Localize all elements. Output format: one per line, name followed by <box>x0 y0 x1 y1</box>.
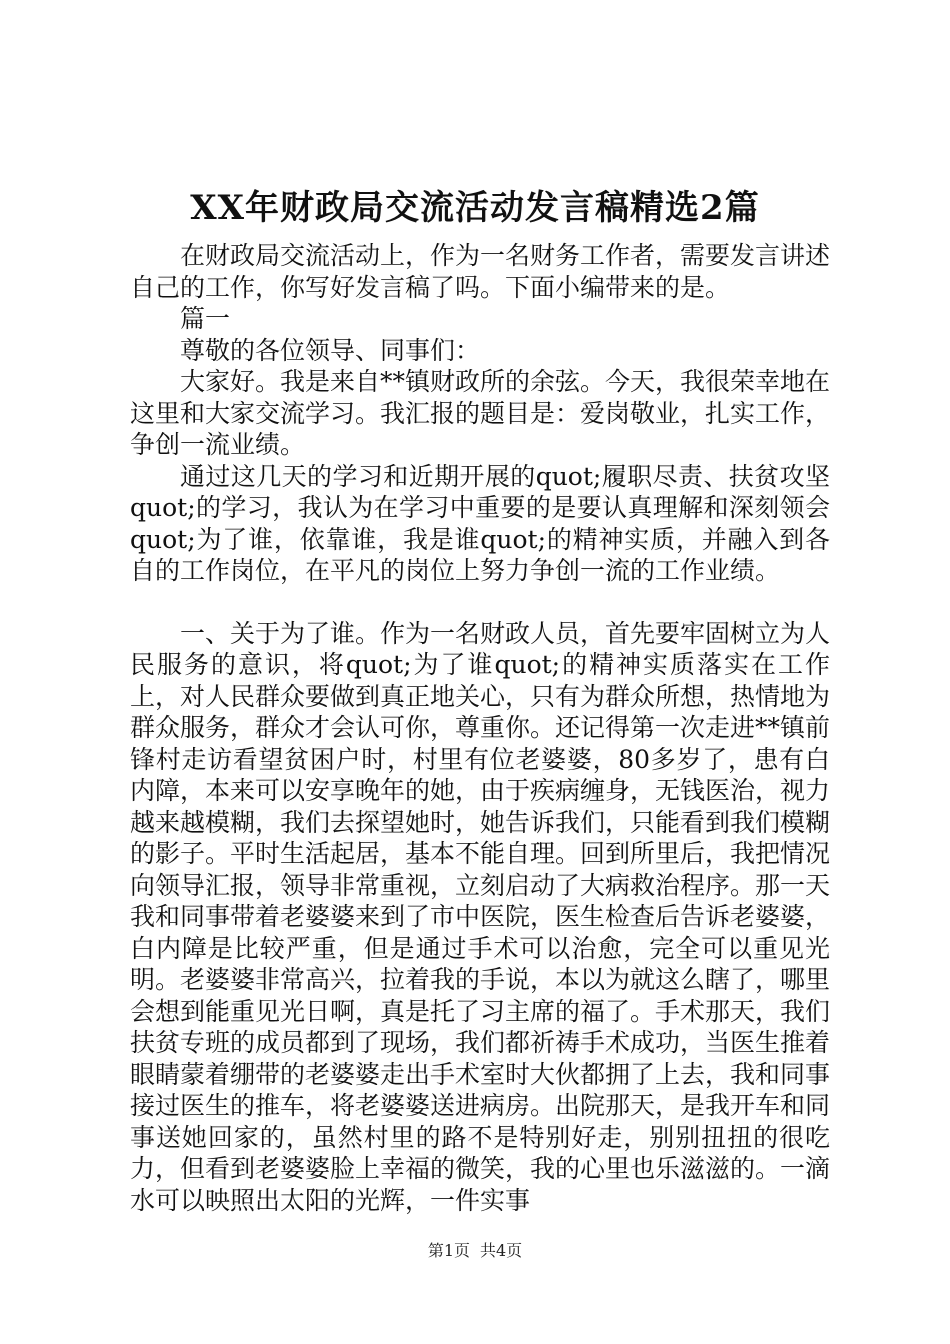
page-footer <box>0 1240 950 1262</box>
intro-paragraph: 在财政局交流活动上，作为一名财务工作者，需要发言讲述自己的工作，你写好发言稿了吗。下面小编带来的是。 <box>130 241 831 302</box>
greeting-paragraph: 大家好。我是来自**镇财政所的余弦。今天，我很荣幸地在这里和大家交流学习。我汇报的题目是：爱岗敬业，扎实工作，争创一流业绩。 <box>130 367 831 459</box>
document-body <box>130 240 830 1216</box>
body-paragraph: 一、关于为了谁。作为一名财政人员，首先要牢固树立为人民服务的意识，将quot;为了谁quot;的精神实质落实在工作上，对人民群众要做到真正地关心，只有为群众所想，热情地为群众服务，群众才会认可你，尊重你。还记得第一次走进**镇前锋村走访看望贫困户时，村里有位老婆婆，80多岁了，患有白内障，本来可以安享晚年的她，由于疾病缠身，无钱医治，视力越来越模糊，我们去探望她时，她告诉我们，只能看到我们模糊的影子。平时生活起居，基本不能自理。回到所里后，我把情况向领导汇报，领导非常重视，立刻启动了大病救治程序。那一天我和同事带着老婆婆来到了市中医院，医生检查后告诉老婆婆，白内障是比较严重，但是通过手术可以治愈，完全可以重见光明。老婆婆非常高兴，拉着我的手说，本以为就这么瞎了，哪里会想到能重见光日啊，真是托了习主席的福了。手术那天，我们扶贫专班的成员都到了现场，我们都祈祷手术成功，当医生推着眼睛蒙着绷带的老婆婆走出手术室时大伙都拥了上去，我和同事接过医生的推车，将老婆婆送进病房。出院那天，是我开车和同事送她回家的，虽然村里的路不是特别好走，别别扭扭的很吃力，但看到老婆婆脸上幸福的微笑，我的心里也乐滋滋的。一滴水可以映照出太阳的光辉，一件实事 <box>130 618 831 1215</box>
study-paragraph: 通过这几天的学习和近期开展的quot;履职尽责、扶贫攻坚quot;的学习，我认为在学习中重要的是要认真理解和深刻领会quot;为了谁，依靠谁，我是谁quot;的精神实质，并融入到各自的工作岗位，在平凡的岗位上努力争创一流的工作业绩。 <box>130 461 830 585</box>
paragraph-spacer <box>130 587 830 618</box>
page-number: 第1页 <box>427 1241 470 1260</box>
document-title: XX年财政局交流活动发言稿精选2篇 <box>190 188 760 228</box>
page-total: 共4页 <box>480 1241 523 1260</box>
salutation-paragraph: 尊敬的各位领导、同事们： <box>180 335 481 365</box>
section-heading: 篇一 <box>180 304 231 333</box>
